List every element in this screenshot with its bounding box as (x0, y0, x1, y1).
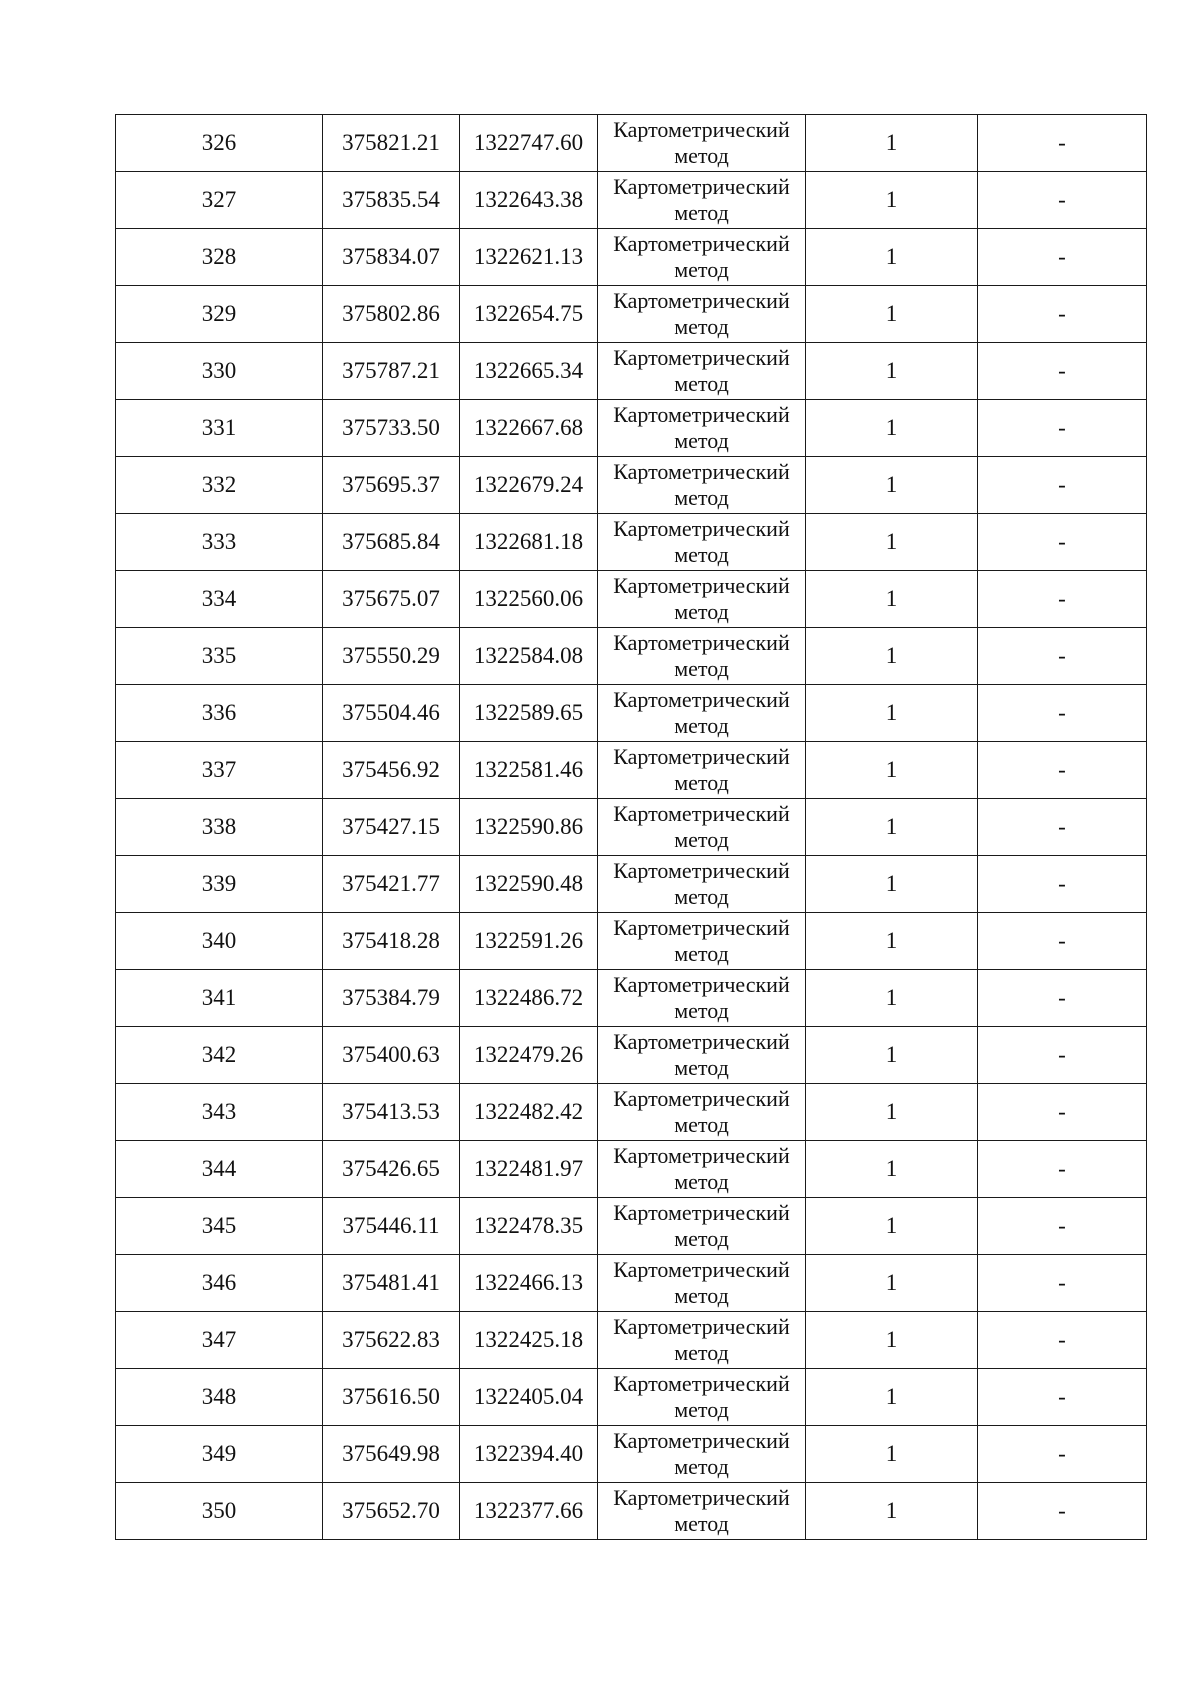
note-cell: - (978, 799, 1147, 856)
method-cell: Картометрический метод (598, 685, 806, 742)
x-coordinate-cell: 375622.83 (323, 1312, 460, 1369)
method-cell: Картометрический метод (598, 1255, 806, 1312)
accuracy-cell: 1 (806, 1483, 978, 1540)
x-coordinate-cell: 375384.79 (323, 970, 460, 1027)
coordinates-table (115, 114, 1147, 1540)
accuracy-cell: 1 (806, 856, 978, 913)
point-number-cell: 343 (116, 1084, 323, 1141)
x-coordinate-cell: 375413.53 (323, 1084, 460, 1141)
note-cell: - (978, 1369, 1147, 1426)
y-coordinate-cell: 1322589.65 (460, 685, 598, 742)
point-number-cell: 331 (116, 400, 323, 457)
note-cell: - (978, 571, 1147, 628)
note-cell: - (978, 115, 1147, 172)
method-cell: Картометрический метод (598, 400, 806, 457)
table-row (116, 628, 1147, 685)
accuracy-cell: 1 (806, 172, 978, 229)
point-number-cell: 341 (116, 970, 323, 1027)
point-number-cell: 335 (116, 628, 323, 685)
accuracy-cell: 1 (806, 1312, 978, 1369)
x-coordinate-cell: 375685.84 (323, 514, 460, 571)
point-number-cell: 342 (116, 1027, 323, 1084)
note-cell: - (978, 1426, 1147, 1483)
y-coordinate-cell: 1322621.13 (460, 229, 598, 286)
method-cell: Картометрический метод (598, 286, 806, 343)
table-row (116, 742, 1147, 799)
x-coordinate-cell: 375400.63 (323, 1027, 460, 1084)
note-cell: - (978, 1084, 1147, 1141)
x-coordinate-cell: 375446.11 (323, 1198, 460, 1255)
y-coordinate-cell: 1322425.18 (460, 1312, 598, 1369)
table-row (116, 1198, 1147, 1255)
y-coordinate-cell: 1322643.38 (460, 172, 598, 229)
method-cell: Картометрический метод (598, 115, 806, 172)
method-cell: Картометрический метод (598, 742, 806, 799)
x-coordinate-cell: 375427.15 (323, 799, 460, 856)
y-coordinate-cell: 1322405.04 (460, 1369, 598, 1426)
method-cell: Картометрический метод (598, 1198, 806, 1255)
note-cell: - (978, 1483, 1147, 1540)
table-row (116, 343, 1147, 400)
y-coordinate-cell: 1322394.40 (460, 1426, 598, 1483)
y-coordinate-cell: 1322581.46 (460, 742, 598, 799)
y-coordinate-cell: 1322479.26 (460, 1027, 598, 1084)
accuracy-cell: 1 (806, 1084, 978, 1141)
table-row (116, 514, 1147, 571)
y-coordinate-cell: 1322679.24 (460, 457, 598, 514)
accuracy-cell: 1 (806, 685, 978, 742)
accuracy-cell: 1 (806, 115, 978, 172)
table-row (116, 1084, 1147, 1141)
point-number-cell: 338 (116, 799, 323, 856)
note-cell: - (978, 1141, 1147, 1198)
method-cell: Картометрический метод (598, 913, 806, 970)
method-cell: Картометрический метод (598, 1369, 806, 1426)
point-number-cell: 347 (116, 1312, 323, 1369)
accuracy-cell: 1 (806, 400, 978, 457)
method-cell: Картометрический метод (598, 1426, 806, 1483)
accuracy-cell: 1 (806, 229, 978, 286)
point-number-cell: 349 (116, 1426, 323, 1483)
accuracy-cell: 1 (806, 799, 978, 856)
y-coordinate-cell: 1322482.42 (460, 1084, 598, 1141)
y-coordinate-cell: 1322478.35 (460, 1198, 598, 1255)
table-row (116, 1027, 1147, 1084)
x-coordinate-cell: 375418.28 (323, 913, 460, 970)
x-coordinate-cell: 375695.37 (323, 457, 460, 514)
accuracy-cell: 1 (806, 1198, 978, 1255)
accuracy-cell: 1 (806, 742, 978, 799)
y-coordinate-cell: 1322681.18 (460, 514, 598, 571)
note-cell: - (978, 1027, 1147, 1084)
point-number-cell: 346 (116, 1255, 323, 1312)
y-coordinate-cell: 1322654.75 (460, 286, 598, 343)
point-number-cell: 326 (116, 115, 323, 172)
note-cell: - (978, 400, 1147, 457)
method-cell: Картометрический метод (598, 229, 806, 286)
table-row (116, 115, 1147, 172)
method-cell: Картометрический метод (598, 1483, 806, 1540)
point-number-cell: 337 (116, 742, 323, 799)
table-row (116, 571, 1147, 628)
y-coordinate-cell: 1322590.86 (460, 799, 598, 856)
y-coordinate-cell: 1322481.97 (460, 1141, 598, 1198)
y-coordinate-cell: 1322466.13 (460, 1255, 598, 1312)
accuracy-cell: 1 (806, 1426, 978, 1483)
note-cell: - (978, 685, 1147, 742)
table-row (116, 457, 1147, 514)
point-number-cell: 340 (116, 913, 323, 970)
note-cell: - (978, 856, 1147, 913)
x-coordinate-cell: 375481.41 (323, 1255, 460, 1312)
table-row (116, 1369, 1147, 1426)
y-coordinate-cell: 1322584.08 (460, 628, 598, 685)
point-number-cell: 330 (116, 343, 323, 400)
accuracy-cell: 1 (806, 913, 978, 970)
accuracy-cell: 1 (806, 1369, 978, 1426)
table-row (116, 1255, 1147, 1312)
method-cell: Картометрический метод (598, 1027, 806, 1084)
method-cell: Картометрический метод (598, 1141, 806, 1198)
note-cell: - (978, 1255, 1147, 1312)
x-coordinate-cell: 375834.07 (323, 229, 460, 286)
method-cell: Картометрический метод (598, 571, 806, 628)
x-coordinate-cell: 375835.54 (323, 172, 460, 229)
method-cell: Картометрический метод (598, 970, 806, 1027)
table-row (116, 172, 1147, 229)
x-coordinate-cell: 375802.86 (323, 286, 460, 343)
table-row (116, 229, 1147, 286)
note-cell: - (978, 286, 1147, 343)
table-row (116, 286, 1147, 343)
accuracy-cell: 1 (806, 1255, 978, 1312)
method-cell: Картометрический метод (598, 343, 806, 400)
note-cell: - (978, 913, 1147, 970)
point-number-cell: 329 (116, 286, 323, 343)
x-coordinate-cell: 375426.65 (323, 1141, 460, 1198)
method-cell: Картометрический метод (598, 1084, 806, 1141)
method-cell: Картометрический метод (598, 172, 806, 229)
y-coordinate-cell: 1322747.60 (460, 115, 598, 172)
x-coordinate-cell: 375456.92 (323, 742, 460, 799)
table-row (116, 913, 1147, 970)
note-cell: - (978, 1198, 1147, 1255)
table-row (116, 856, 1147, 913)
point-number-cell: 334 (116, 571, 323, 628)
accuracy-cell: 1 (806, 457, 978, 514)
point-number-cell: 345 (116, 1198, 323, 1255)
y-coordinate-cell: 1322667.68 (460, 400, 598, 457)
point-number-cell: 327 (116, 172, 323, 229)
accuracy-cell: 1 (806, 970, 978, 1027)
accuracy-cell: 1 (806, 514, 978, 571)
x-coordinate-cell: 375821.21 (323, 115, 460, 172)
y-coordinate-cell: 1322377.66 (460, 1483, 598, 1540)
table-row (116, 1483, 1147, 1540)
method-cell: Картометрический метод (598, 799, 806, 856)
point-number-cell: 328 (116, 229, 323, 286)
table-row (116, 1426, 1147, 1483)
y-coordinate-cell: 1322486.72 (460, 970, 598, 1027)
method-cell: Картометрический метод (598, 1312, 806, 1369)
point-number-cell: 339 (116, 856, 323, 913)
x-coordinate-cell: 375675.07 (323, 571, 460, 628)
y-coordinate-cell: 1322665.34 (460, 343, 598, 400)
note-cell: - (978, 343, 1147, 400)
accuracy-cell: 1 (806, 343, 978, 400)
point-number-cell: 332 (116, 457, 323, 514)
table-row (116, 400, 1147, 457)
note-cell: - (978, 628, 1147, 685)
point-number-cell: 344 (116, 1141, 323, 1198)
accuracy-cell: 1 (806, 628, 978, 685)
x-coordinate-cell: 375504.46 (323, 685, 460, 742)
point-number-cell: 333 (116, 514, 323, 571)
x-coordinate-cell: 375649.98 (323, 1426, 460, 1483)
note-cell: - (978, 742, 1147, 799)
note-cell: - (978, 514, 1147, 571)
table-row (116, 799, 1147, 856)
table-row (116, 1312, 1147, 1369)
note-cell: - (978, 229, 1147, 286)
method-cell: Картометрический метод (598, 514, 806, 571)
point-number-cell: 336 (116, 685, 323, 742)
coordinates-table-body (116, 115, 1147, 1540)
x-coordinate-cell: 375421.77 (323, 856, 460, 913)
table-row (116, 685, 1147, 742)
table-row (116, 1141, 1147, 1198)
x-coordinate-cell: 375550.29 (323, 628, 460, 685)
method-cell: Картометрический метод (598, 856, 806, 913)
x-coordinate-cell: 375733.50 (323, 400, 460, 457)
x-coordinate-cell: 375616.50 (323, 1369, 460, 1426)
y-coordinate-cell: 1322591.26 (460, 913, 598, 970)
accuracy-cell: 1 (806, 571, 978, 628)
y-coordinate-cell: 1322560.06 (460, 571, 598, 628)
accuracy-cell: 1 (806, 286, 978, 343)
x-coordinate-cell: 375787.21 (323, 343, 460, 400)
method-cell: Картометрический метод (598, 628, 806, 685)
x-coordinate-cell: 375652.70 (323, 1483, 460, 1540)
note-cell: - (978, 1312, 1147, 1369)
note-cell: - (978, 970, 1147, 1027)
y-coordinate-cell: 1322590.48 (460, 856, 598, 913)
note-cell: - (978, 172, 1147, 229)
accuracy-cell: 1 (806, 1027, 978, 1084)
accuracy-cell: 1 (806, 1141, 978, 1198)
method-cell: Картометрический метод (598, 457, 806, 514)
note-cell: - (978, 457, 1147, 514)
table-row (116, 970, 1147, 1027)
point-number-cell: 348 (116, 1369, 323, 1426)
point-number-cell: 350 (116, 1483, 323, 1540)
